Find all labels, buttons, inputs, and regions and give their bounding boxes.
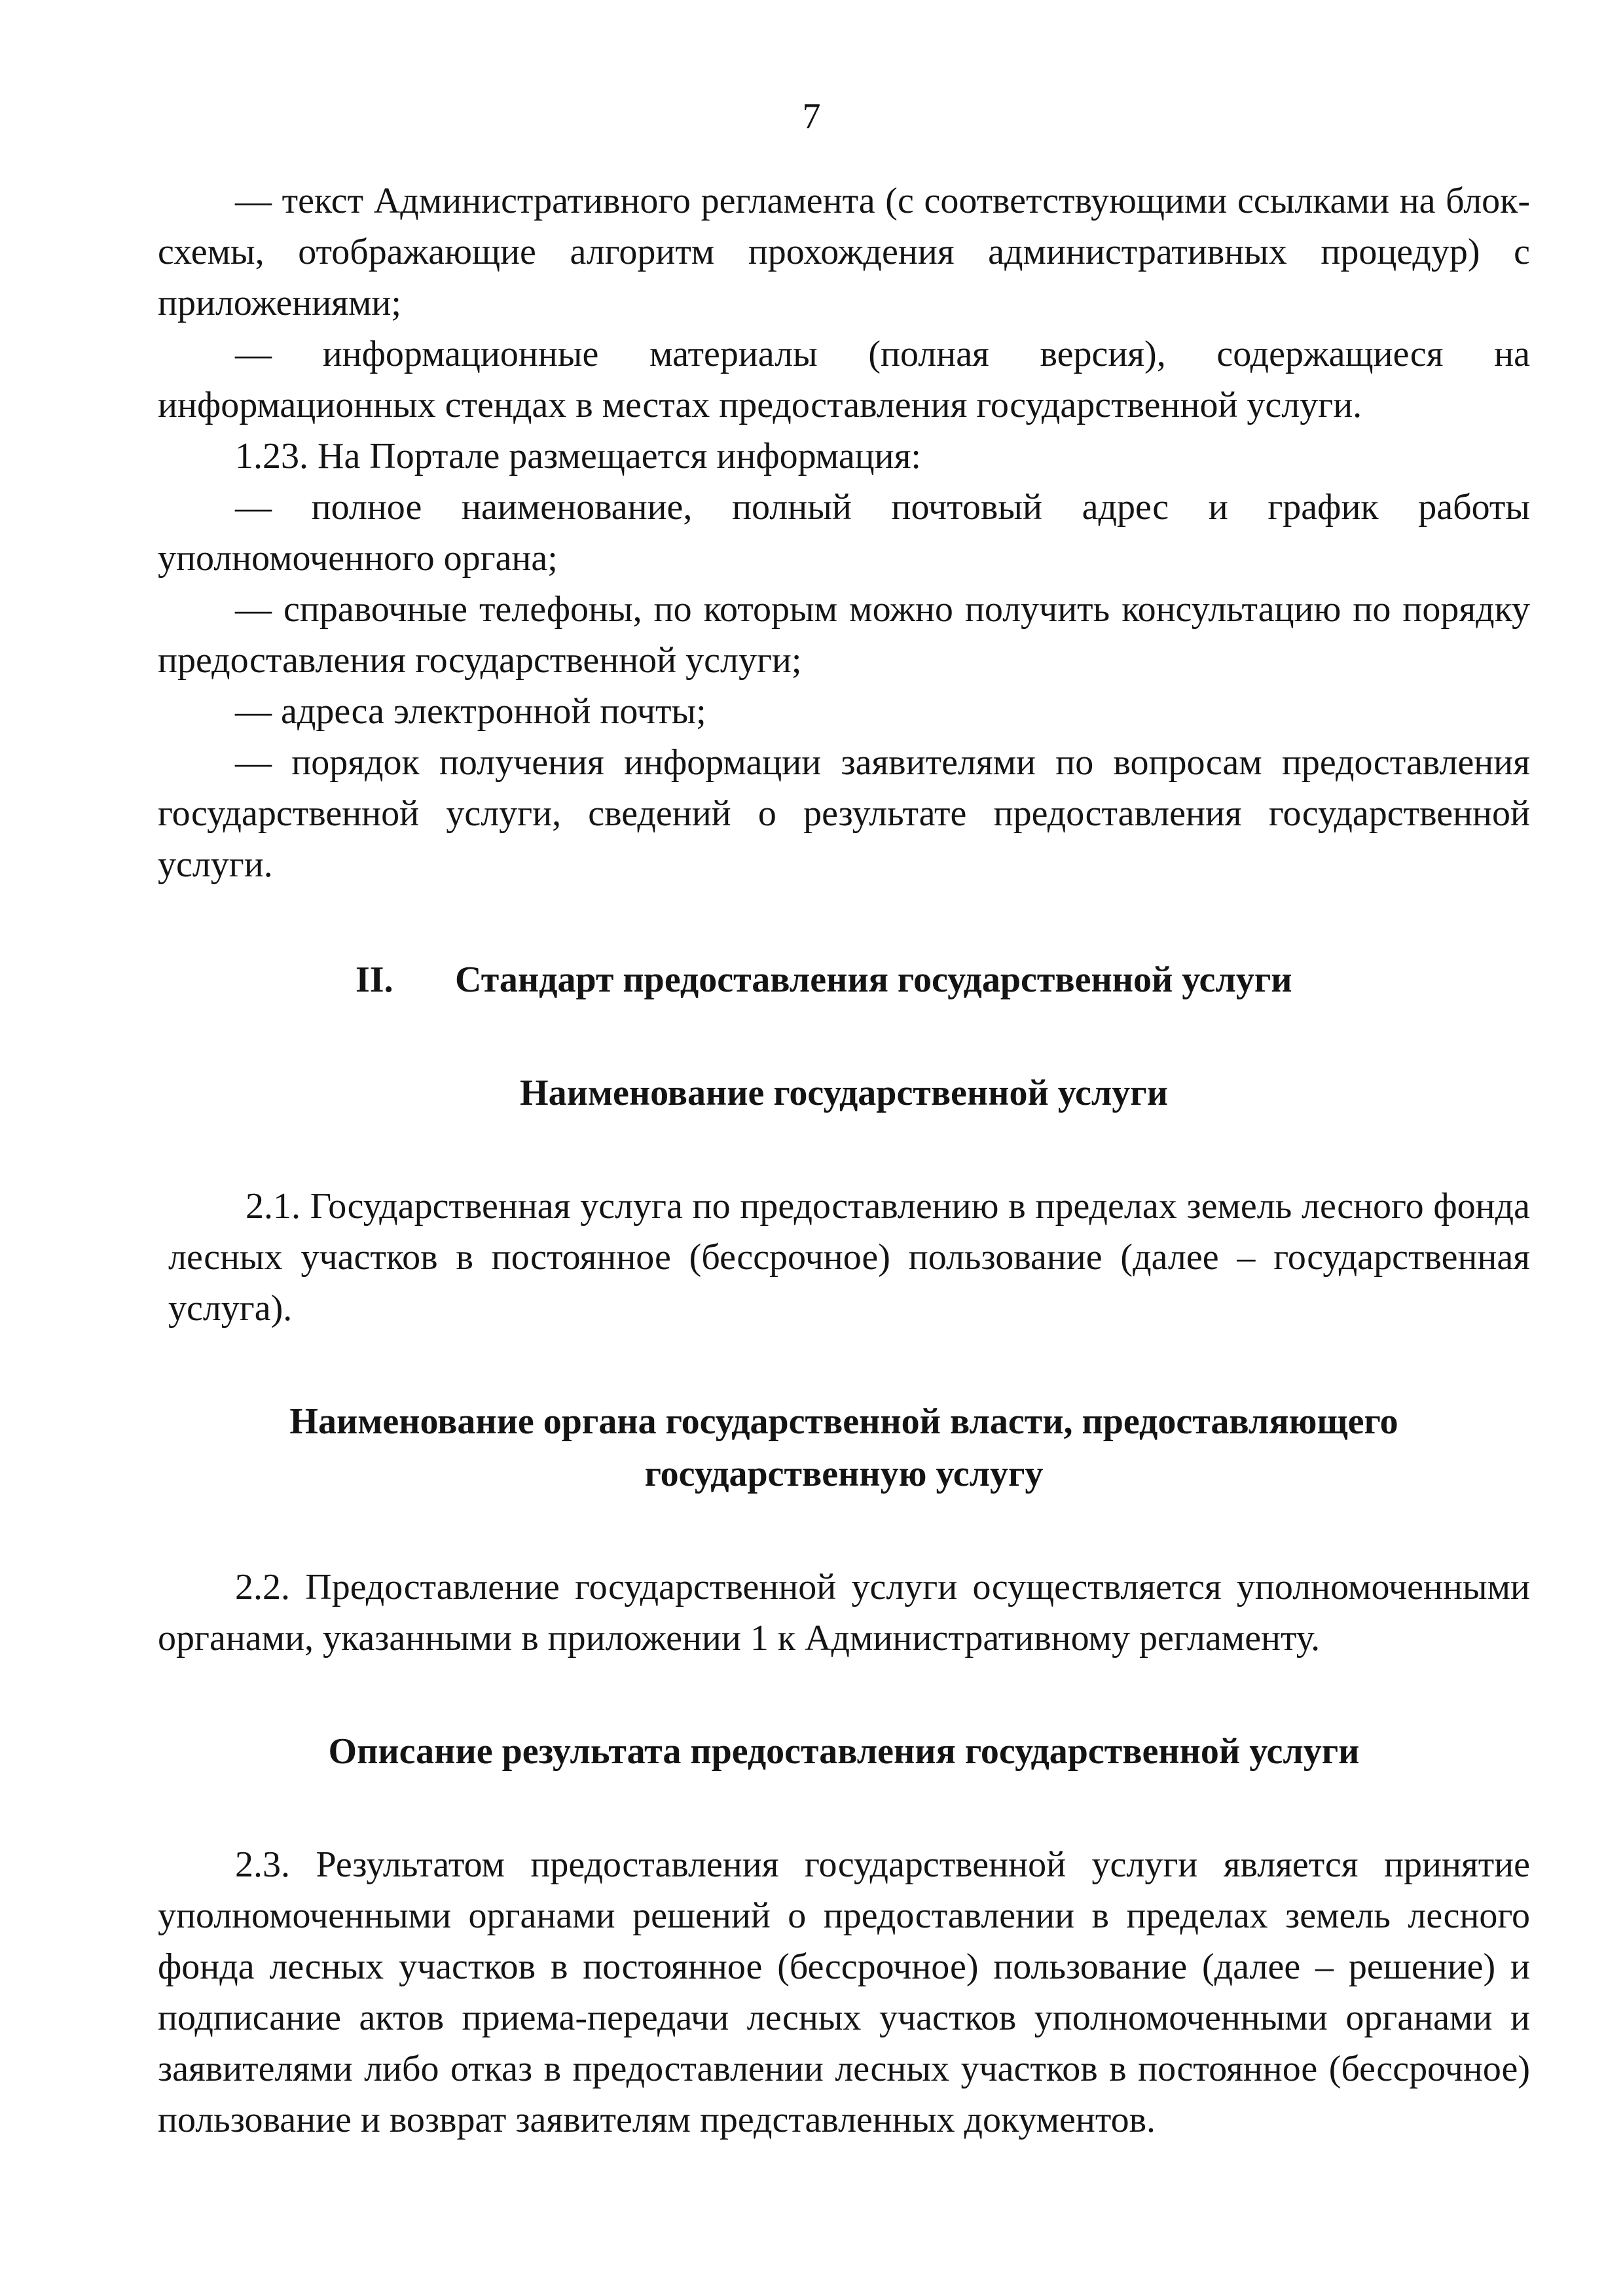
list-item-full-name-address: — полное наименование, полный почтовый адрес и график работы уполномоченного органа; xyxy=(158,487,1530,579)
heading-authority-line2: государственную услугу xyxy=(644,1454,1044,1494)
heading-authority-line1: Наименование органа государственной власти, предоставляющего xyxy=(289,1401,1398,1442)
clause-2-1: 2.1. Государственная услуга по предоставлению в пределах земель лесного фонда лесных участков в постоянное (бессрочное) пользование (далее – государственная услуга). xyxy=(168,1186,1530,1329)
clause-2-2: 2.2. Предоставление государственной услуги осуществляется уполномоченными органами, указанными в приложении 1 к Административному регламенту. xyxy=(158,1567,1530,1659)
section-title xyxy=(158,954,1530,1005)
list-item-info-procedure: — порядок получения информации заявителями по вопросам предоставления государственной услуги, сведений о результате предоставления государственной услуги. xyxy=(158,742,1530,885)
list-item-email: — адреса электронной почты; xyxy=(235,691,706,732)
section-title-text: Стандарт предоставления государственной услуги xyxy=(455,960,1292,1000)
page-number: 7 xyxy=(802,96,821,137)
clause-1-23: 1.23. На Портале размещается информация: xyxy=(235,436,921,476)
clause-2-3: 2.3. Результатом предоставления государственной услуги является принятие уполномоченными органами решений о предоставлении в пределах земель лесного фонда лесных участков в постоянное (бессрочное) пользование (далее – решение) и подписание актов приема-передачи лесных участков уполномоченными органами и заявителями либо отказ в предоставлении лесных участков в постоянное (бессрочное) пользование и возврат заявителям представленных документов. xyxy=(158,1844,1530,2140)
document-body xyxy=(158,175,1530,2145)
list-item-phones: — справочные телефоны, по которым можно получить консультацию по порядку предоставления государственной услуги; xyxy=(158,589,1530,681)
section-number: II. xyxy=(356,960,393,1000)
clause-2-3-block xyxy=(158,1839,1530,2145)
clause-2-1-block xyxy=(158,1181,1530,1334)
heading-service-name: Наименование государственной услуги xyxy=(520,1073,1168,1113)
list-item-info-materials: — информационные материалы (полная версия), содержащиеся на информационных стендах в местах предоставления государственной услуги. xyxy=(158,334,1530,425)
heading-authority xyxy=(158,1395,1530,1500)
heading-result: Описание результата предоставления государственной услуги xyxy=(328,1731,1360,1772)
clause-2-2-block xyxy=(158,1562,1530,1664)
list-item-regulation-text: — текст Административного регламента (с соответствующими ссылками на блок-схемы, отображающие алгоритм прохождения административных процедур) с приложениями; xyxy=(158,181,1530,323)
